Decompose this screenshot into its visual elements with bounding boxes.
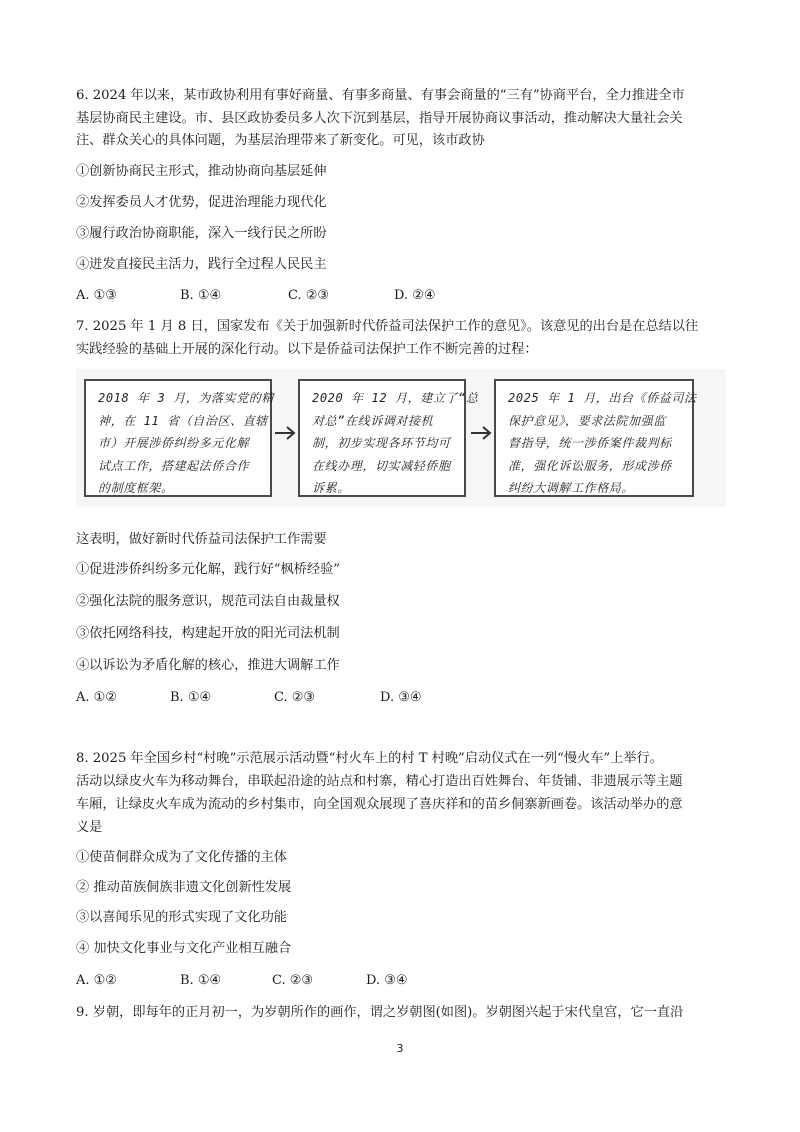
q8-item-1: ①使苗侗群众成为了文化传播的主体 xyxy=(76,850,287,865)
q8-option-a: A. ①② xyxy=(76,973,117,988)
q7-after-text: 这表明，做好新时代侨益司法保护工作需要 xyxy=(76,532,327,547)
q6-stem-line-1: 6. 2024 年以来，某市政协利用有事好商量、有事多商量、有事会商量的“三有”协商平台，全力推进全市 xyxy=(76,88,685,103)
q8-stem-line-3: 车厢，让绿皮火车成为流动的乡村集市，向全国观众展现了喜庆祥和的苗乡侗寨新画卷。该活动举办的意 xyxy=(76,797,683,812)
q6-option-d: D. ②④ xyxy=(394,288,436,303)
q7-option-a: A. ①② xyxy=(76,690,117,705)
flow-step-2025: 2025 年 1 月，出台《侨益司法 保护意见》，要求法院加强监 督指导，统一涉侨案件裁判标 准，强化诉讼服务，形成涉侨 纠纷大调解工作格局。 xyxy=(494,379,694,497)
q7-item-2: ②强化法院的服务意识，规范司法自由裁量权 xyxy=(76,594,340,609)
q8-item-4: ④ 加快文化事业与文化产业相互融合 xyxy=(76,941,292,956)
q8-stem-line-2: 活动以绿皮火车为移动舞台，串联起沿途的站点和村寨，精心打造出百姓舞台、年货铺、非遗展示等主题 xyxy=(76,774,683,789)
q8-stem-line-1: 8. 2025 年全国乡村“村晚”示范展示活动暨“村火车上的村 T 村晚”启动仪式在一列“慢火车”上举行。 xyxy=(76,751,663,766)
q6-option-a: A. ①③ xyxy=(76,288,117,303)
q7-item-1: ①促进涉侨纠纷多元化解，践行好“枫桥经验” xyxy=(76,562,341,577)
q8-option-c: C. ②③ xyxy=(272,973,314,988)
q7-flow-chart xyxy=(76,369,726,507)
q6-option-c: C. ②③ xyxy=(288,288,330,303)
q6-item-4: ④迸发直接民主活力，践行全过程人民民主 xyxy=(76,257,327,272)
q6-item-1: ①创新协商民主形式，推动协商向基层延伸 xyxy=(76,164,327,179)
q7-option-b: B. ①④ xyxy=(170,690,212,705)
q7-option-d: D. ③④ xyxy=(380,690,422,705)
q9-stem-line-1: 9. 岁朝，即每年的正月初一，为岁朝所作的画作，谓之岁朝图(如图)。岁朝图兴起于宋代皇宫，它一直沿 xyxy=(76,1005,684,1020)
q7-item-3: ③依托网络科技，构建起开放的阳光司法机制 xyxy=(76,626,340,641)
q6-stem-line-2: 基层协商民主建设。市、县区政协委员多人次下沉到基层，指导开展协商议事活动，推动解决大量社会关 xyxy=(76,111,683,126)
q8-stem-line-4: 义是 xyxy=(76,820,103,835)
arrow-right-icon xyxy=(274,425,296,441)
arrow-right-icon xyxy=(470,425,492,441)
q8-item-3: ③以喜闻乐见的形式实现了文化功能 xyxy=(76,910,287,925)
q7-stem-line-1: 7. 2025 年 1 月 8 日，国家发布《关于加强新时代侨益司法保护工作的意见》。该意见的出台是在总结以往 xyxy=(76,319,699,334)
q8-item-2: ② 推动苗族侗族非遗文化创新性发展 xyxy=(76,880,292,895)
q6-item-2: ②发挥委员人才优势，促进治理能力现代化 xyxy=(76,195,327,210)
q8-options xyxy=(76,971,726,991)
q7-option-c: C. ②③ xyxy=(274,690,316,705)
q8-option-d: D. ③④ xyxy=(366,973,408,988)
flow-step-2020: 2020 年 12 月，建立了“总 对总”在线诉调对接机 制，初步实现各环节均可 在线办理，切实减轻侨胞 诉累。 xyxy=(298,379,466,497)
q7-item-4: ④以诉讼为矛盾化解的核心，推进大调解工作 xyxy=(76,658,340,673)
q7-options xyxy=(76,688,726,708)
q6-option-b: B. ①④ xyxy=(180,288,222,303)
page-number: 3 xyxy=(396,1042,404,1055)
q6-options xyxy=(76,286,726,306)
q8-option-b: B. ①④ xyxy=(180,973,222,988)
q6-item-3: ③履行政治协商职能，深入一线行民之所盼 xyxy=(76,226,327,241)
flow-step-2018: 2018 年 3 月，为落实党的精 神，在 11 省（自治区、直辖 市）开展涉侨纠纷多元化解 试点工作，搭建起法侨合作 的制度框架。 xyxy=(84,379,272,497)
q6-stem-line-3: 注、群众关心的具体问题，为基层治理带来了新变化。可见，该市政协 xyxy=(76,133,485,148)
q7-stem-line-2: 实践经验的基础上开展的深化行动。以下是侨益司法保护工作不断完善的过程： xyxy=(76,342,538,357)
